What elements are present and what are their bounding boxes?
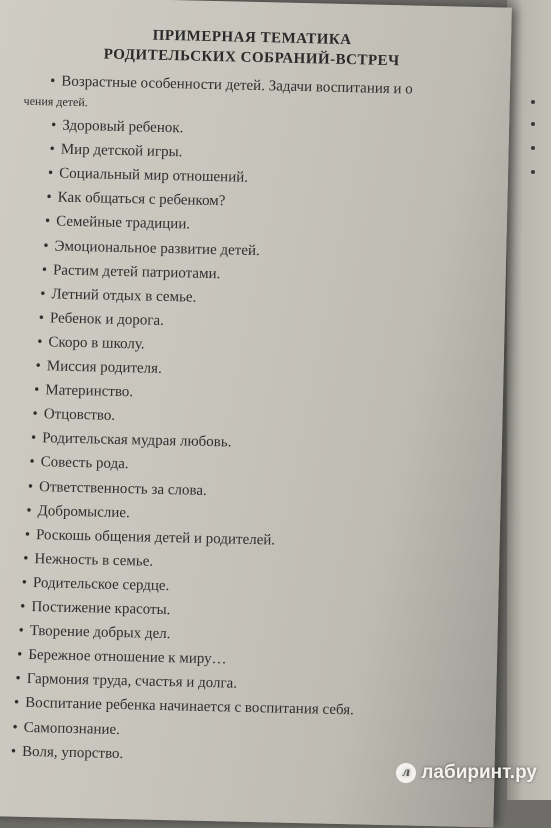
topic-item: • Мир детской игры. [49,141,182,161]
topic-item: • Ответственность за слова. [28,478,207,499]
topic-item: • Ребенок и дорога. [39,310,165,330]
topic-item: • Скоро в школу. [37,334,145,353]
topic-item: • Родительское сердце. [21,575,169,595]
topic-item: • Воспитание ребенка начинается с воспитания себя. [14,695,354,720]
topic-item: • Гармония труда, счастья и долга. [15,671,237,693]
labirint-logo-icon: л [396,763,416,783]
topic-item: • Материнство. [34,382,133,401]
topic-item: • Нежность в семье. [23,551,153,571]
topic-item: • Семейные традиции. [45,214,191,234]
adjacent-page-edge [507,0,551,800]
topic-item: • Социальный мир отношений. [48,165,248,187]
topic-item: • Самопознание. [12,719,120,738]
topic-item: • Роскошь общения детей и родителей. [25,527,276,550]
topic-item: • Творение добрых дел. [18,623,170,643]
topic-item: • Здоровый ребенок. [51,117,184,137]
adjacent-bullet [531,170,535,174]
topic-item-first: • Возрастные особенности детей. Задачи воспитания и о [50,73,413,98]
topic-item: • Как общаться с ребенком? [46,190,225,211]
heading-line-2: РОДИТЕЛЬСКИХ СОБРАНИЙ-ВСТРЕЧ [103,46,400,70]
topic-item: • Постижение красоты. [20,599,171,619]
watermark [396,762,537,784]
topic-item: • Миссия родителя. [35,358,162,378]
adjacent-bullet [531,100,535,104]
topic-item: • Бережное отношение к миру… [17,647,227,669]
topic-item: • Совесть рода. [29,454,129,473]
heading-line-1: ПРИМЕРНАЯ ТЕМАТИКА [152,27,352,49]
adjacent-bullet [531,122,535,126]
watermark-text: лабиринт.ру [421,762,537,783]
topic-item: • Отцовство. [32,406,115,425]
topic-item: • Эмоциональное развитие детей. [43,238,260,260]
topic-item-first-continuation: чения детей. [23,93,88,110]
topic-item: • Воля, упорство. [11,743,124,763]
topic-item: • Летний отдых в семье. [40,286,196,307]
topic-item: • Добромыслие. [26,502,130,521]
topic-item: • Родительская мудрая любовь. [31,430,232,452]
adjacent-bullet [531,146,535,150]
topic-item: • Растим детей патриотами. [42,262,221,283]
